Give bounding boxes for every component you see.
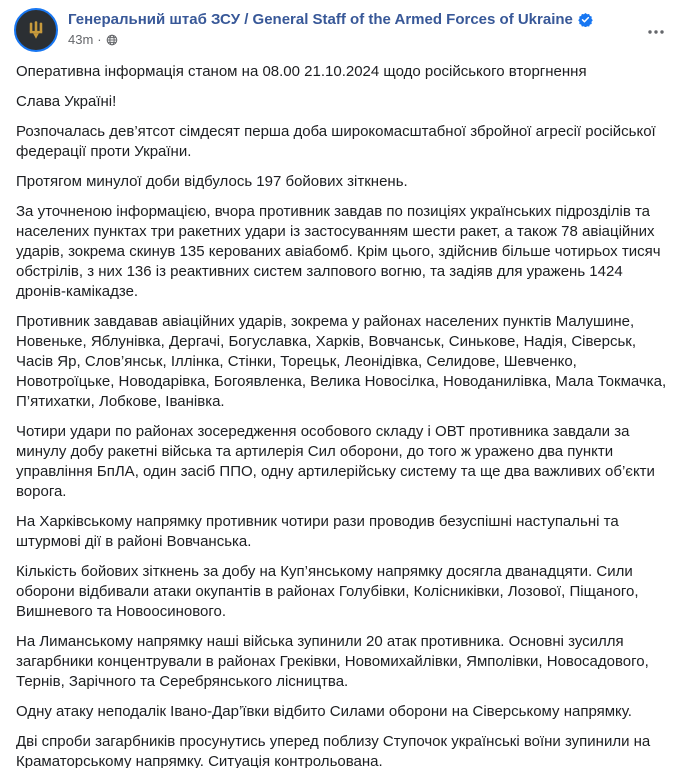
globe-privacy-icon	[106, 34, 118, 46]
post-meta-row	[68, 32, 638, 48]
post-paragraph: Оперативна інформація станом на 08.00 21.10.2024 щодо російського вторгнення	[16, 63, 587, 80]
page-name-row	[68, 10, 638, 29]
ukraine-trident-icon	[25, 19, 47, 41]
page-avatar[interactable]	[14, 8, 58, 52]
post-paragraph: На Лиманському напрямку наші війська зупинили 20 атак противника. Основні зусилля загарбники концентрували в районах Греківки, Новомихайлівки, Ямполівки, Новосадового, Тернів, Зарічного та Серебрянського лісництва.	[16, 633, 653, 690]
header-text-block	[68, 8, 638, 48]
post-paragraph: Одну атаку неподалік Івано-Дар’ївки відбито Силами оборони на Сіверському напрямку.	[16, 703, 632, 720]
post-paragraph: Слава Україні!	[16, 93, 117, 110]
post-paragraph: На Харківському напрямку противник чотири рази проводив безуспішні наступальні та штурмові дії в районі Вовчанська.	[16, 513, 623, 550]
more-options-button[interactable]	[638, 16, 674, 48]
meta-separator: ·	[97, 32, 102, 47]
post-body	[0, 56, 690, 768]
verified-badge-icon	[578, 12, 593, 27]
post-paragraph: Кількість бойових зіткнень за добу на Куп’янському напрямку досягла дванадцяти. Сили оборони відбивали атаки окупантів в районах Голубівки, Колісниківки, Лозової, Піщаного, Вишневого та Новоосинового.	[16, 563, 643, 620]
post-paragraph: Протягом минулої доби відбулось 197 бойових зіткнень.	[16, 173, 408, 190]
page-name-link[interactable]: Генеральний штаб ЗСУ / General Staff of the Armed Forces of Ukraine	[68, 11, 573, 28]
timestamp-link[interactable]: 43m	[68, 32, 94, 47]
post-paragraph: Дві спроби загарбників просунутись уперед поблизу Ступочок українські воїни зупинили на Краматорському напрямку. Ситуація контрольована.	[16, 733, 655, 768]
ellipsis-icon	[646, 22, 666, 42]
post-header	[0, 0, 690, 56]
post-paragraph: Розпочалась дев’ятсот сімдесят перша доба широкомасштабної збройної агресії російської федерації проти України.	[16, 123, 660, 160]
post-paragraph: Противник завдавав авіаційних ударів, зокрема у районах населених пунктів Малушине, Новеньке, Яблунівка, Дергачі, Богуславка, Харків, Вовчанськ, Синькове, Надія, Сіверськ, Часів Яр, Слов’янськ, Іллінка, Стінки, Торецьк, Леонідівка, Селидове, Шевченко, Новотроїцьке, Новодарівка, Богоявленка, Велика Новосілка, Новоданилівка, Мала Токмачка, П’ятихатки, Лобкове, Іванівка.	[16, 313, 671, 410]
post-paragraph: Чотири удари по районах зосередження особового складу і ОВТ противника завдали за минулу добу ракетні війська та артилерія Сил оборони, до того ж уражено два пункти управління БпЛА, один засіб ППО, одну артилерійську систему та ще два важливих об’єкти ворога.	[16, 423, 660, 500]
post-paragraph: За уточненою інформацією, вчора противник завдав по позиціях українських підрозділів та населених пунктах три ракетних удари із застосуванням шести ракет, а також 78 авіаційних ударів, зокрема скинув 135 керованих авіабомб. Крім цього, здійснив більше чотирьох тисяч обстрілів, з них 136 із реактивних систем залпового вогню, та задіяв для уражень 1424 дронів-камікадзе.	[16, 203, 665, 300]
